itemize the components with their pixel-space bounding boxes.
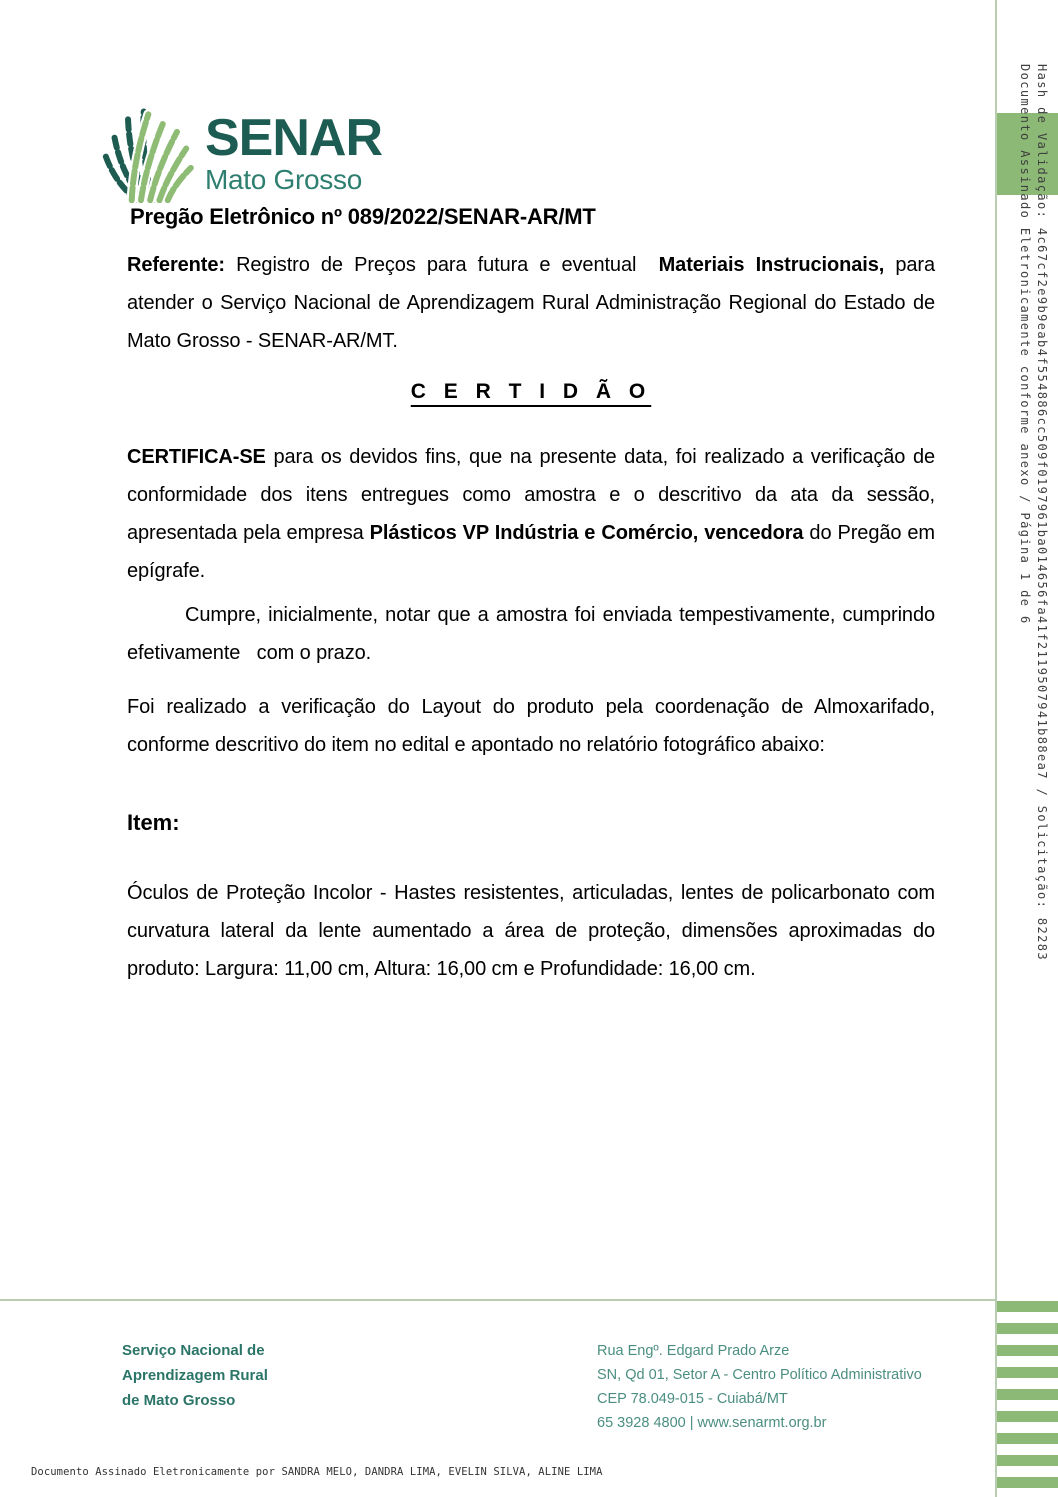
signed-document-vertical-text: Documento Assinado Eletronicamente conforme anexo / Página 1 de 6 (1018, 64, 1032, 625)
footer-organization (122, 1338, 268, 1413)
certidao-heading-text: C E R T I D Ã O (410, 380, 652, 403)
footer-divider (0, 1299, 996, 1301)
footer-address-line4: 65 3928 4800 | www.senarmt.org.br (597, 1415, 827, 1431)
paragraph-layout: Foi realizado a verificação do Layout do produto pela coordenação de Almoxarifado, conforme descritivo do item no edital e apontado no relatório fotográfico abaixo: (127, 696, 935, 756)
certifica-label: CERTIFICA-SE (127, 446, 266, 468)
footer-org-line3: de Mato Grosso (122, 1392, 236, 1409)
footer-address-line1: Rua Engº. Edgard Prado Arze (597, 1343, 790, 1359)
footer-address-line3: CEP 78.049-015 - Cuiabá/MT (597, 1391, 788, 1407)
paragraph-item-description: Óculos de Proteção Incolor - Hastes resistentes, articuladas, lentes de policarbonato com curvatura lateral da lente aumentado a área de proteção, dimensões aproximadas do produto: Largura: 11,00 cm, Altura: 16,00 cm e Profundidade: 16,00 cm. (127, 882, 935, 980)
side-green-stripes (997, 1301, 1058, 1497)
logo-region-text: Mato Grosso (205, 164, 362, 195)
validation-hash-vertical-text: Hash de Validação: 4c67cf2e9b9eab4f554886cc509f0197961ba014656fa41f2119507941b88ea7 / Solicitação: 82283 (1035, 64, 1049, 961)
footer-address-line2: SN, Qd 01, Setor A - Centro Político Administrativo (597, 1367, 922, 1383)
footer-address (597, 1339, 922, 1435)
paragraph-cumpre: Cumpre, inicialmente, notar que a amostra foi enviada tempestivamente, cumprindo efetivamente com o prazo. (127, 604, 935, 664)
referente-text-a: Registro de Preços para futura e eventual (224, 254, 659, 276)
certifica-text-b: do Pregão em epígrafe. (127, 522, 935, 582)
referente-label: Referente: (127, 254, 225, 276)
referente-highlight: Materiais Instrucionais, (658, 254, 885, 276)
certidao-heading (127, 380, 935, 404)
side-margin-rule (995, 0, 997, 1497)
document-title: Pregão Eletrônico nº 089/2022/SENAR-AR/MT (130, 204, 596, 229)
paragraph-referente (127, 246, 935, 360)
certifica-highlight: Plásticos VP Indústria e Comércio, vencedora (369, 522, 804, 544)
footer-org-line1: Serviço Nacional de (122, 1342, 265, 1359)
senar-logo-icon (98, 106, 195, 203)
footer-org-line2: Aprendizagem Rural (122, 1367, 268, 1384)
referente-text-b: para atender o Serviço Nacional de Aprendizagem Rural Administração Regional do Estado de Mato Grosso - SENAR-AR/MT. (127, 254, 935, 352)
certifica-text-a: para os devidos fins, que na presente data, foi realizado a verificação de conformidade dos itens entregues como amostra e o descritivo da ata da sessão, apresentada pela empresa (127, 446, 935, 544)
logo-wordmark (205, 109, 383, 195)
signature-strip: Documento Assinado Eletronicamente por SANDRA MELO, DANDRA LIMA, EVELIN SILVA, ALINE LIMA (31, 1466, 603, 1478)
item-heading: Item: (127, 810, 180, 835)
paragraph-certifica (127, 438, 935, 590)
logo-brand-text: SENAR (205, 109, 383, 167)
